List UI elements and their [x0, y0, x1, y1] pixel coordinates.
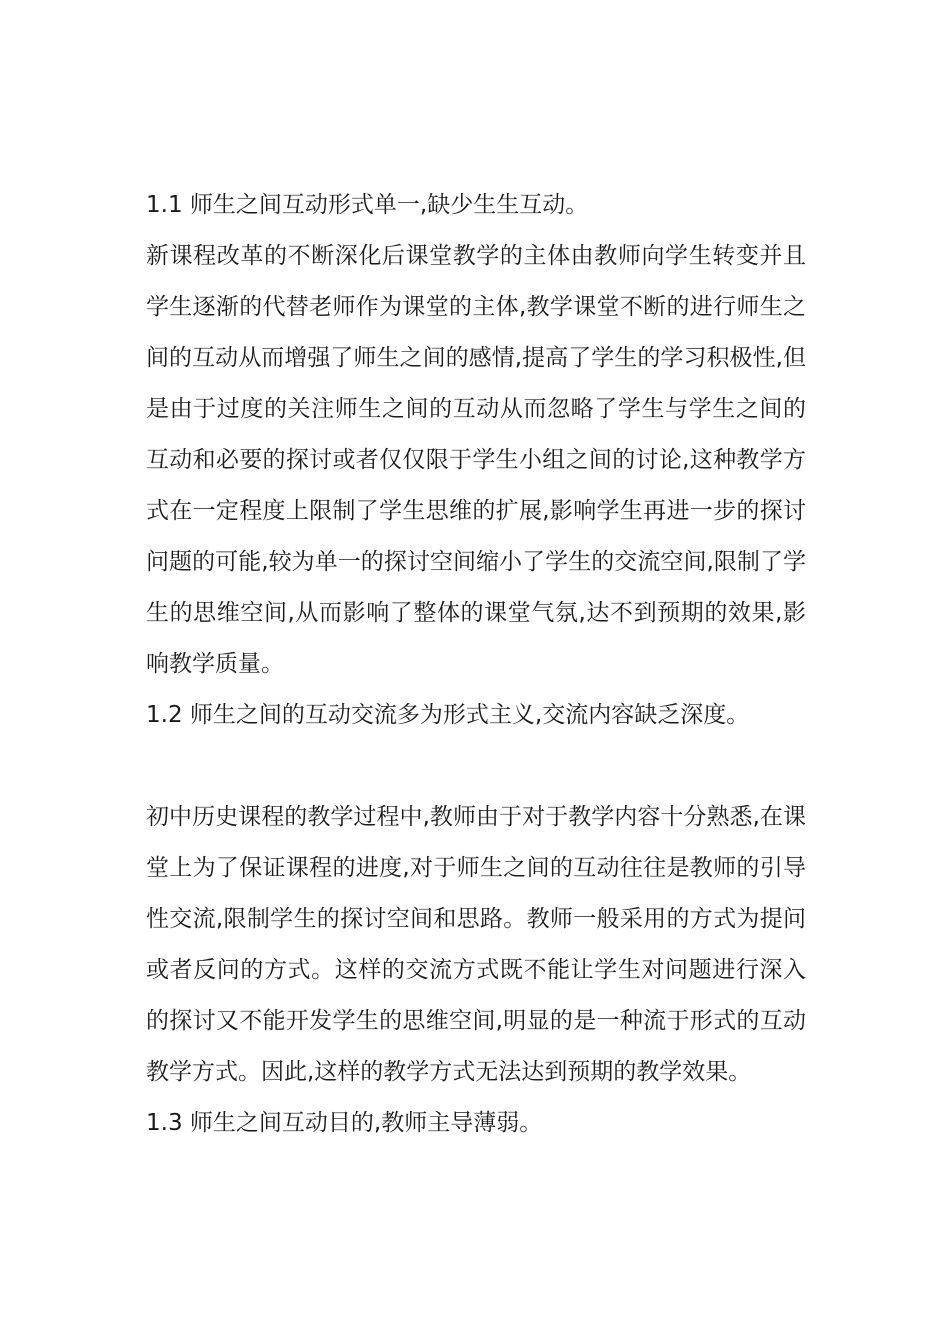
blank-line [146, 741, 806, 792]
section-paragraph-1-2: 初中历史课程的教学过程中,教师由于对于教学内容十分熟悉,在课堂上为了保证课程的进度,对于师生之间的互动往往是教师的引导性交流,限制学生的探讨空间和思路。教师一般采用的方式为提问或者反问的方式。这样的交流方式既不能让学生对问题进行深入的探讨又不能开发学生的思维空间,明显的是一种流于形式的互动教学方式。因此,这样的教学方式无法达到预期的教学效果。 [146, 804, 806, 1085]
section-heading-1-2: 1.2 师生之间的互动交流多为形式主义,交流内容缺乏深度。 [146, 702, 750, 728]
document-body [146, 180, 806, 1149]
section-heading-1-1: 1.1 师生之间互动形式单一,缺少生生互动。 [146, 192, 589, 218]
section-paragraph-1-1: 新课程改革的不断深化后课堂教学的主体由教师向学生转变并且学生逐渐的代替老师作为课堂的主体,教学课堂不断的进行师生之间的互动从而增强了师生之间的感情,提高了学生的学习积极性,但是由于过度的关注师生之间的互动从而忽略了学生与学生之间的互动和必要的探讨或者仅仅限于学生小组之间的讨论,这种教学方式在一定程度上限制了学生思维的扩展,影响学生再进一步的探讨问题的可能,较为单一的探讨空间缩小了学生的交流空间,限制了学生的思维空间,从而影响了整体的课堂气氛,达不到预期的效果,影响教学质量。 [146, 243, 806, 677]
section-heading-1-3: 1.3 师生之间互动目的,教师主导薄弱。 [146, 1110, 543, 1136]
